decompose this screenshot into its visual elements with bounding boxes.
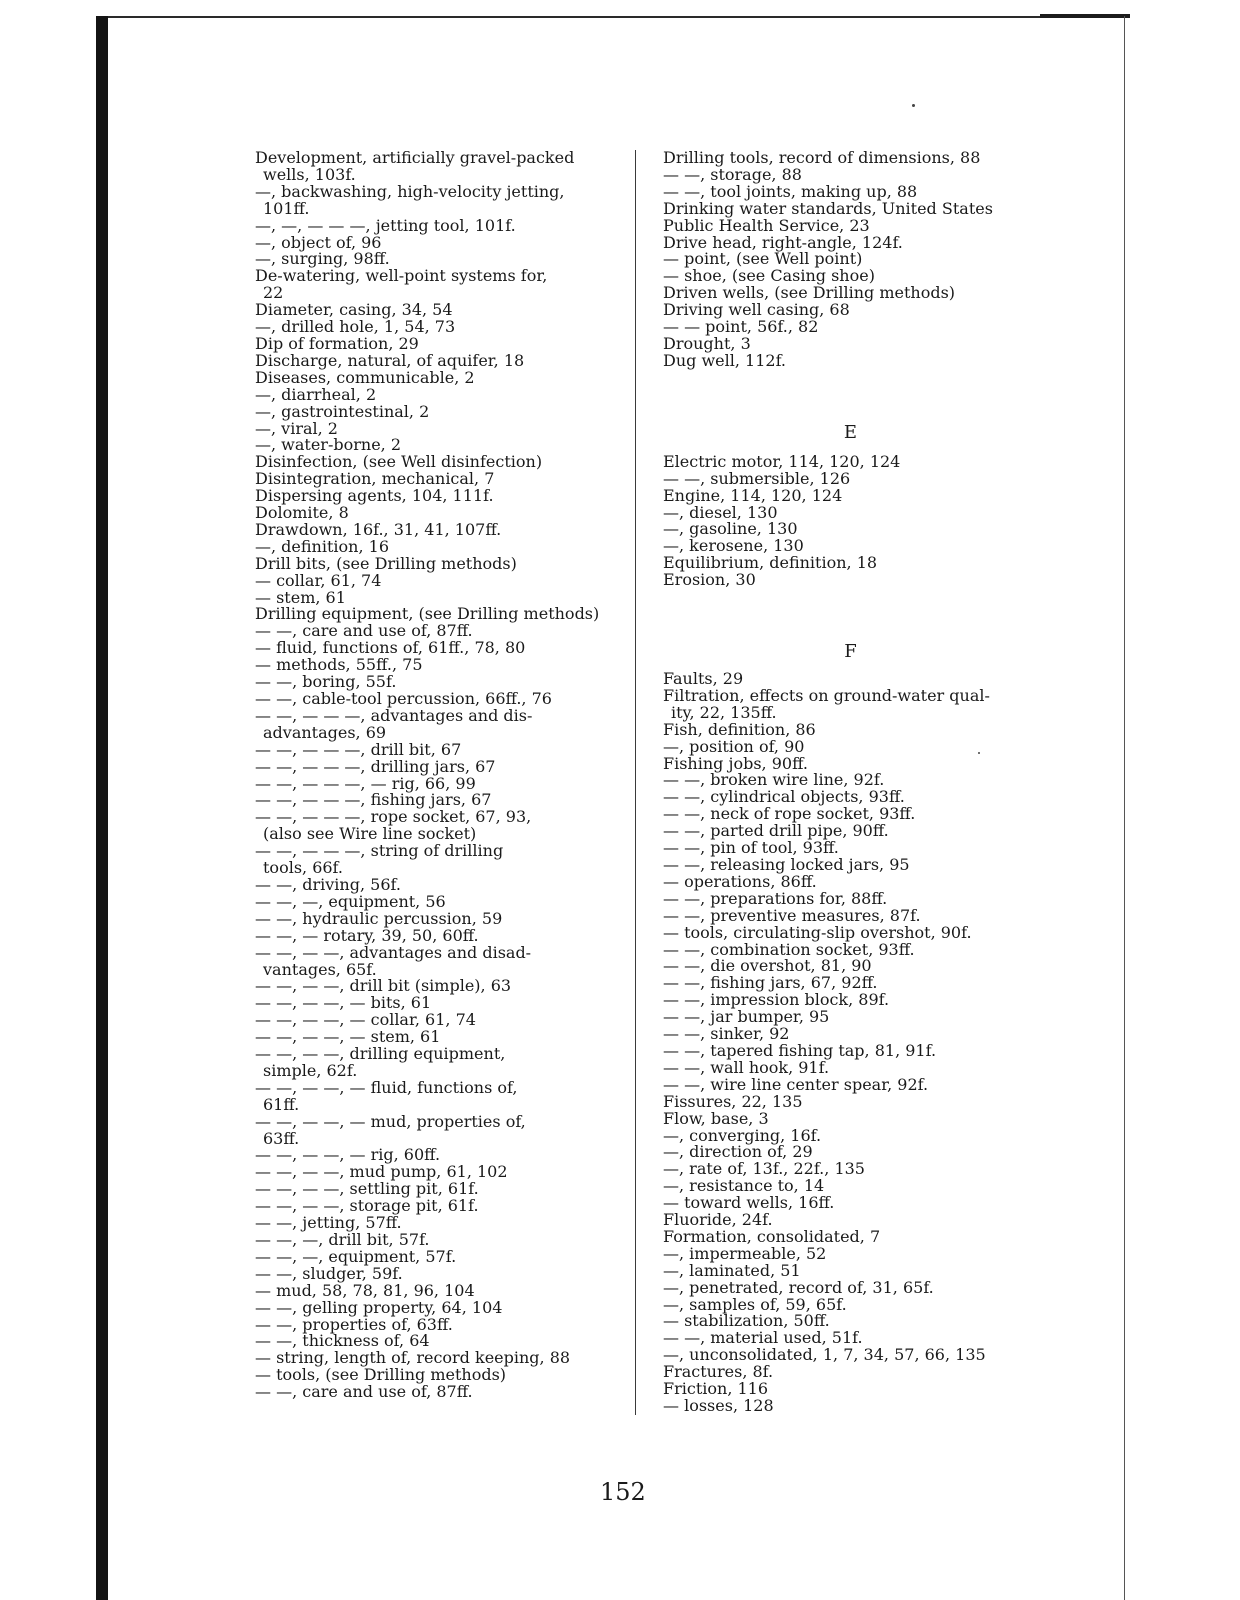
index-entry: Drilling equipment, (see Drilling methods): [255, 604, 600, 624]
index-entry: —, drilled hole, 1, 54, 73: [255, 317, 456, 337]
index-entry: — —, care and use of, 87ff.: [255, 1382, 473, 1402]
index-entry: Drive head, right-angle, 124f.: [663, 232, 903, 252]
index-entry: — —, — rotary, 39, 50, 60ff.: [255, 925, 479, 945]
index-entry: — —, sinker, 92: [663, 1024, 790, 1044]
index-entry: — —, sludger, 59f.: [255, 1263, 403, 1283]
index-entry: — —, care and use of, 87ff.: [255, 621, 473, 641]
index-entry: Dolomite, 8: [255, 503, 349, 523]
index-entry: — —, preparations for, 88ff.: [663, 888, 888, 908]
index-entry: Drilling tools, record of dimensions, 88: [663, 148, 981, 167]
index-entry: Fish, definition, 86: [663, 719, 816, 739]
index-entry: Fractures, 8f.: [663, 1362, 774, 1382]
index-entry: 101ff.: [263, 198, 310, 218]
index-entry: tools, 66f.: [263, 858, 343, 878]
index-entry: — —, — —, mud pump, 61, 102: [255, 1162, 508, 1182]
index-entry: — —, — —, — rig, 60ff.: [255, 1145, 441, 1165]
page-number: 152: [600, 1478, 646, 1506]
index-entry: —, impermeable, 52: [663, 1243, 827, 1263]
index-entry: — —, — — —, — rig, 66, 99: [255, 773, 476, 793]
index-entry: — —, — — —, rope socket, 67, 93,: [255, 807, 532, 827]
index-entry: — operations, 86ff.: [663, 871, 817, 891]
index-entry: — —, fishing jars, 67, 92ff.: [663, 973, 878, 993]
index-entry: — —, wall hook, 91f.: [663, 1057, 830, 1077]
index-entry: — fluid, functions of, 61ff., 78, 80: [255, 638, 526, 658]
index-entry: Faults, 29: [663, 669, 744, 689]
index-column-right: [663, 150, 1038, 1415]
index-entry: —, backwashing, high-velocity jetting,: [255, 181, 565, 201]
index-entry: — —, storage, 88: [663, 164, 802, 184]
index-entry: — —, neck of rope socket, 93ff.: [663, 804, 916, 824]
index-entry: Formation, consolidated, 7: [663, 1226, 881, 1246]
index-entry: simple, 62f.: [263, 1060, 358, 1080]
index-entry: —, laminated, 51: [663, 1260, 801, 1280]
index-entry: — —, —, equipment, 57f.: [255, 1246, 457, 1266]
index-entry: — —, submersible, 126: [663, 468, 851, 488]
index-entry: ity, 22, 135ff.: [671, 702, 777, 722]
index-entry: vantages, 65f.: [263, 959, 377, 979]
index-entry: — —, — —, storage pit, 61f.: [255, 1196, 479, 1216]
index-entry: Drought, 3: [663, 333, 751, 353]
index-entry: —, resistance to, 14: [663, 1176, 825, 1196]
index-entry: Fluoride, 24f.: [663, 1210, 773, 1230]
index-entry: — —, properties of, 63ff.: [255, 1314, 453, 1334]
index-entry: — —, — —, — fluid, functions of,: [255, 1077, 518, 1097]
index-entry: Equilibrium, definition, 18: [663, 553, 878, 573]
index-entry: — —, jar bumper, 95: [663, 1007, 830, 1027]
index-entry: — point, (see Well point): [663, 249, 863, 269]
index-entry: — —, wire line center spear, 92f.: [663, 1074, 929, 1094]
index-entry: — —, material used, 51f.: [663, 1328, 863, 1348]
index-entry: — losses, 128: [663, 1396, 774, 1415]
index-entry: — —, — — —, string of drilling: [255, 841, 504, 861]
index-entry: 63ff.: [263, 1128, 300, 1148]
index-entry: —, unconsolidated, 1, 7, 34, 57, 66, 135: [663, 1345, 986, 1365]
index-entry: Engine, 114, 120, 124: [663, 485, 843, 505]
index-entry: — —, pin of tool, 93ff.: [663, 838, 839, 858]
index-entry: —, object of, 96: [255, 232, 382, 252]
index-entry: — —, preventive measures, 87f.: [663, 905, 921, 925]
index-entry: — —, — —, drilling equipment,: [255, 1044, 506, 1064]
index-entry: Discharge, natural, of aquifer, 18: [255, 350, 525, 370]
index-entry: —, definition, 16: [255, 536, 389, 556]
index-entry: —, rate of, 13f., 22f., 135: [663, 1159, 865, 1179]
index-entry: Disinfection, (see Well disinfection): [255, 452, 543, 472]
index-entry: — —, gelling property, 64, 104: [255, 1297, 503, 1317]
index-entry: — —, driving, 56f.: [255, 874, 401, 894]
index-entry: — —, — —, — collar, 61, 74: [255, 1010, 476, 1030]
index-entry: —, diesel, 130: [663, 502, 778, 522]
index-entry: Fissures, 22, 135: [663, 1091, 803, 1111]
index-entry: — —, — — —, drill bit, 67: [255, 739, 462, 759]
index-entry: Diseases, communicable, 2: [255, 367, 475, 387]
index-entry: Disintegration, mechanical, 7: [255, 469, 495, 489]
index-entry: Dip of formation, 29: [255, 333, 419, 353]
index-entry: — —, tapered fishing tap, 81, 91f.: [663, 1040, 937, 1060]
index-entry: — —, —, equipment, 56: [255, 891, 446, 911]
index-entry: Erosion, 30: [663, 570, 756, 590]
section-heading-f: F: [844, 641, 857, 663]
index-entry: — mud, 58, 78, 81, 96, 104: [255, 1280, 475, 1300]
index-entry: — tools, (see Drilling methods): [255, 1365, 507, 1385]
index-entry: Diameter, casing, 34, 54: [255, 300, 453, 320]
index-entry: Drill bits, (see Drilling methods): [255, 553, 517, 573]
index-entry: —, converging, 16f.: [663, 1125, 822, 1145]
index-entry: —, surging, 98ff.: [255, 249, 390, 269]
index-entry: (also see Wire line socket): [263, 824, 477, 844]
index-entry: — shoe, (see Casing shoe): [663, 266, 875, 286]
index-column-left: [255, 150, 625, 1401]
index-entry: —, position of, 90: [663, 736, 805, 756]
scan-right-edge: [1124, 16, 1125, 1600]
index-entry: — —, — —, drill bit (simple), 63: [255, 976, 512, 996]
index-entry: — —, —, drill bit, 57f.: [255, 1230, 430, 1249]
index-section-e: [663, 451, 1038, 590]
index-entry: — stabilization, 50ff.: [663, 1311, 830, 1331]
index-entry: — stem, 61: [255, 587, 346, 607]
index-entry: Public Health Service, 23: [663, 215, 870, 235]
index-entry: — —, — —, — mud, properties of,: [255, 1111, 526, 1131]
index-entry: — —, combination socket, 93ff.: [663, 939, 915, 959]
index-entry: — — point, 56f., 82: [663, 317, 819, 337]
column-divider: [635, 150, 636, 1415]
section-heading-e: E: [843, 421, 858, 443]
index-entry: — collar, 61, 74: [255, 570, 382, 590]
index-entry: Development, artificially gravel-packed: [255, 148, 575, 167]
index-entry: —, diarrheal, 2: [255, 384, 377, 404]
index-entry: Fishing jobs, 90ff.: [663, 753, 808, 773]
index-entry: Drinking water standards, United States: [663, 198, 993, 218]
index-entry: —, direction of, 29: [663, 1142, 813, 1162]
index-entry: — methods, 55ff., 75: [255, 655, 423, 675]
index-entry: —, gastrointestinal, 2: [255, 401, 430, 421]
index-entry: — —, tool joints, making up, 88: [663, 181, 918, 201]
index-entry: —, water-borne, 2: [255, 435, 402, 455]
index-entry: — —, cylindrical objects, 93ff.: [663, 787, 905, 807]
index-entry: — —, — — —, fishing jars, 67: [255, 790, 492, 810]
index-entry: — —, releasing locked jars, 95: [663, 855, 910, 874]
index-entry: —, viral, 2: [255, 418, 338, 438]
scan-top-rule-thick: [1040, 14, 1130, 18]
index-entry: Dispersing agents, 104, 111f.: [255, 486, 494, 506]
index-entry: Electric motor, 114, 120, 124: [663, 451, 901, 471]
index-entry: Drawdown, 16f., 31, 41, 107ff.: [255, 519, 502, 539]
index-entry: — —, — —, — bits, 61: [255, 993, 432, 1013]
index-entry: — —, — —, — stem, 61: [255, 1027, 441, 1047]
index-entry: advantages, 69: [263, 722, 387, 742]
index-entry: wells, 103f.: [263, 164, 356, 184]
index-entry: — —, jetting, 57ff.: [255, 1213, 402, 1233]
index-entry: Flow, base, 3: [663, 1108, 769, 1128]
index-entry: Friction, 116: [663, 1379, 769, 1399]
index-entry: —, —, — — —, jetting tool, 101f.: [255, 215, 516, 235]
index-entry: — —, die overshot, 81, 90: [663, 956, 872, 976]
index-entry: —, samples of, 59, 65f.: [663, 1294, 847, 1314]
index-entry: — toward wells, 16ff.: [663, 1193, 835, 1213]
index-entry: — string, length of, record keeping, 88: [255, 1348, 571, 1368]
index-entry: —, kerosene, 130: [663, 536, 804, 556]
index-section-d-continued: [663, 150, 1038, 370]
index-entry: — —, cable-tool percussion, 66ff., 76: [255, 689, 552, 708]
index-entry: — —, — — —, advantages and dis-: [255, 705, 533, 725]
scan-left-edge: [96, 16, 108, 1600]
index-entry: — —, thickness of, 64: [255, 1331, 430, 1351]
index-entry: — —, boring, 55f.: [255, 672, 397, 692]
index-entry: Driven wells, (see Drilling methods): [663, 283, 956, 303]
scan-top-rule: [108, 16, 1128, 18]
index-entry: Filtration, effects on ground-water qual-: [663, 685, 990, 705]
index-entry: —, penetrated, record of, 31, 65f.: [663, 1277, 934, 1297]
index-entry: —, gasoline, 130: [663, 519, 798, 539]
index-entry: 22: [263, 283, 284, 303]
index-section-f: [663, 671, 1038, 1415]
index-entry: De-watering, well-point systems for,: [255, 266, 548, 286]
index-entry: — —, — —, settling pit, 61f.: [255, 1179, 479, 1199]
index-entry: Dug well, 112f.: [663, 350, 787, 370]
index-entry: — —, parted drill pipe, 90ff.: [663, 821, 889, 841]
index-entry: — —, — — —, drilling jars, 67: [255, 756, 496, 776]
index-entry: — —, — —, advantages and disad-: [255, 942, 532, 962]
index-entry: 61ff.: [263, 1094, 300, 1114]
index-entry: — —, impression block, 89f.: [663, 990, 890, 1010]
index-entry: — —, hydraulic percussion, 59: [255, 908, 503, 928]
index-entry: — tools, circulating-slip overshot, 90f.: [663, 922, 972, 942]
index-entry: Driving well casing, 68: [663, 300, 850, 320]
index-entry: — —, broken wire line, 92f.: [663, 770, 885, 790]
scan-speck: [912, 104, 915, 107]
